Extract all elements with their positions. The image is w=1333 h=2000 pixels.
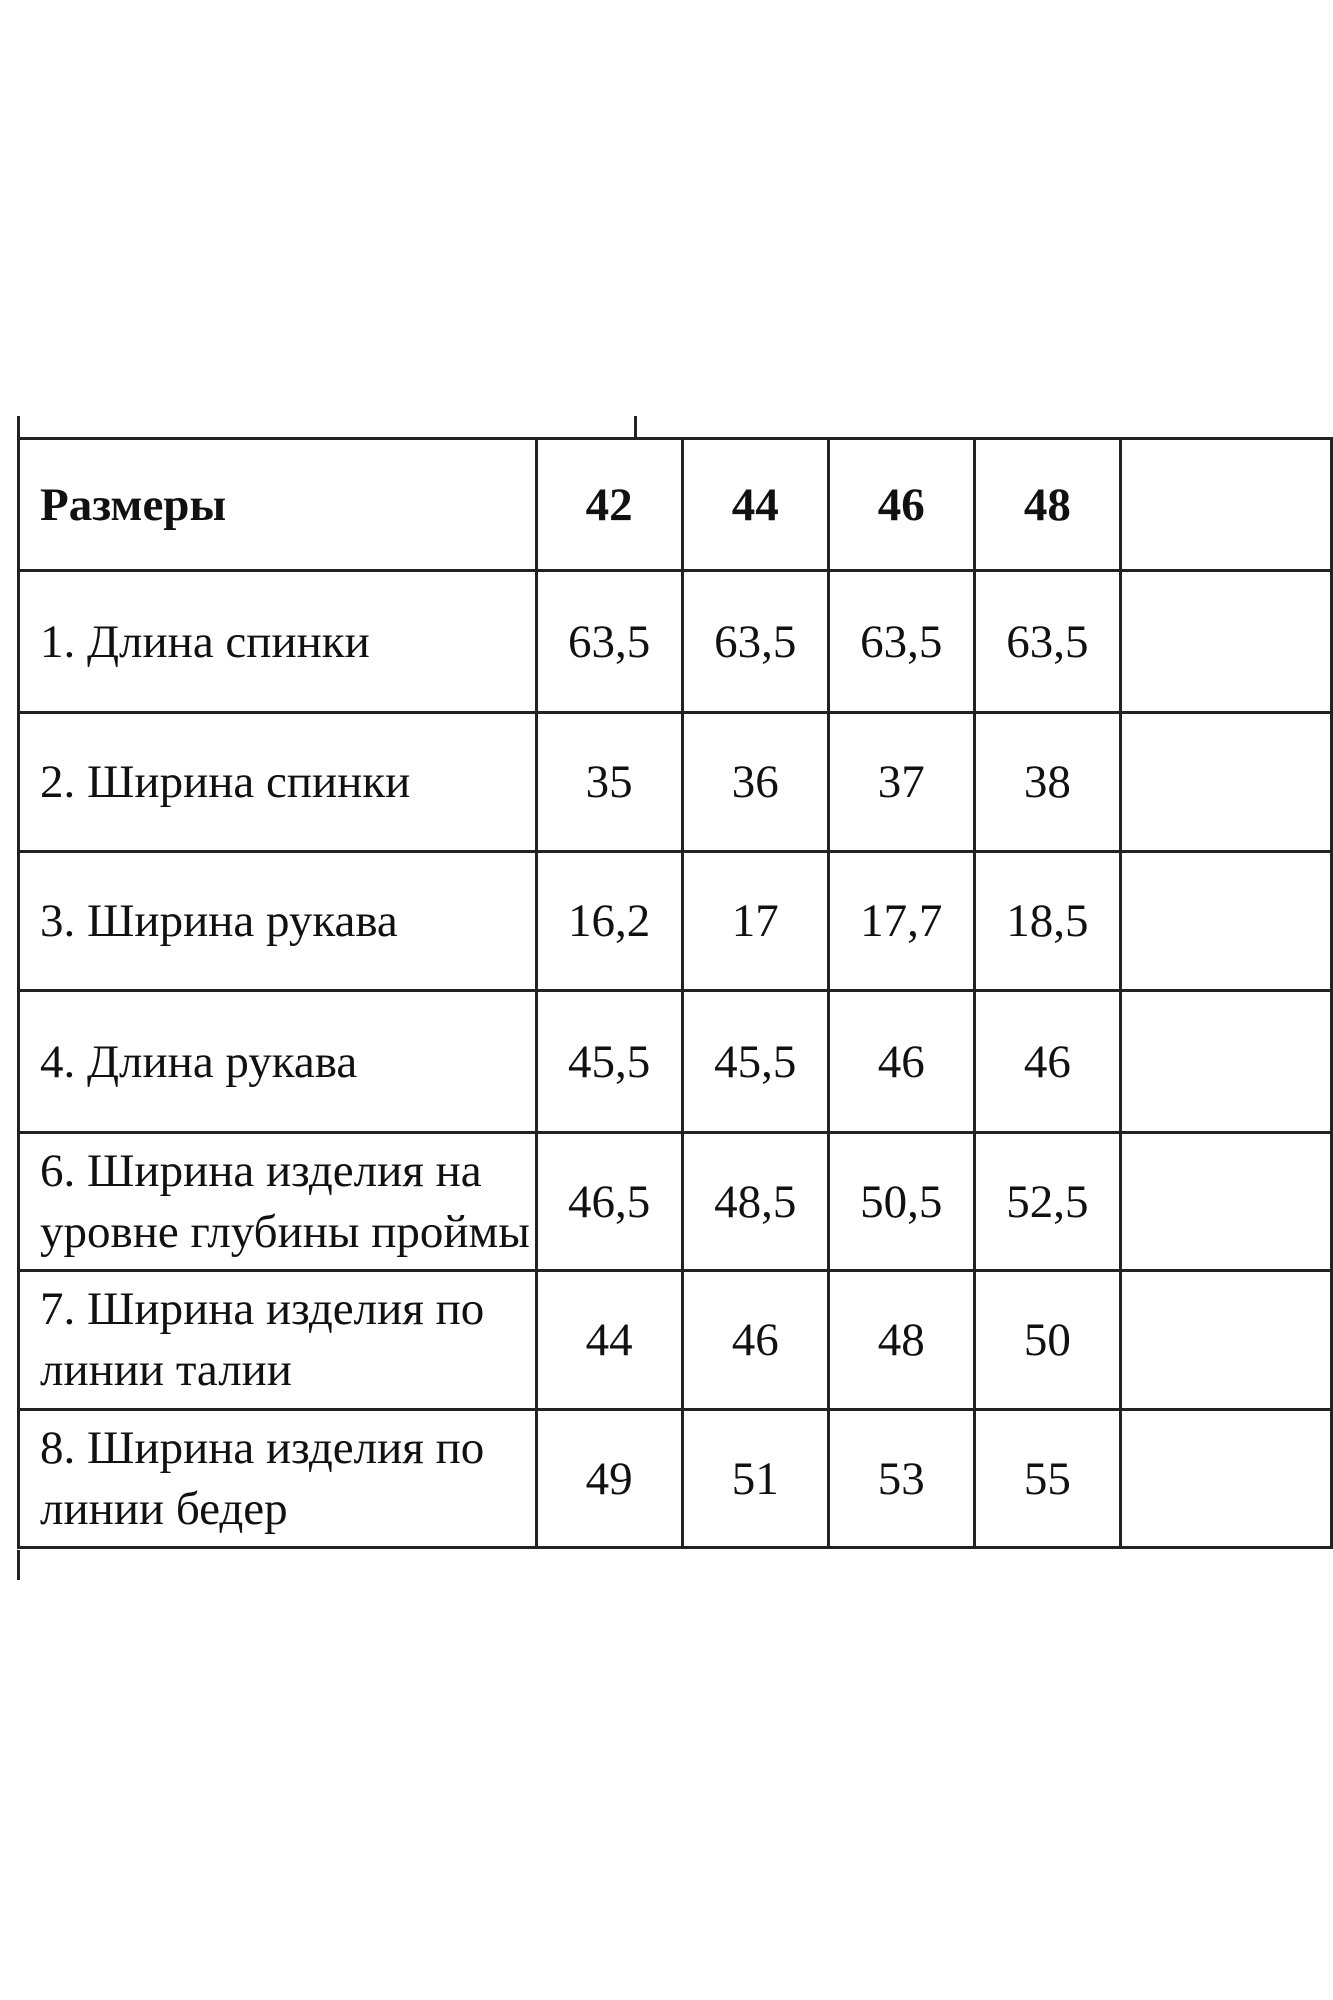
size-header-cell: 42 — [536, 439, 682, 571]
table-row — [19, 1133, 1332, 1271]
table-row — [19, 571, 1332, 713]
value-cell: 38 — [974, 713, 1120, 852]
value-cell: 53 — [828, 1410, 974, 1548]
value-cell — [1120, 1410, 1331, 1548]
value-cell: 49 — [536, 1410, 682, 1548]
value-cell — [1120, 852, 1331, 991]
row-label-cell: 1. Длина спинки — [19, 571, 537, 713]
value-cell: 37 — [828, 713, 974, 852]
value-cell: 46 — [682, 1271, 828, 1410]
size-header-cell — [1120, 439, 1331, 571]
value-cell: 52,5 — [974, 1133, 1120, 1271]
row-label-cell — [19, 1410, 537, 1548]
value-cell: 45,5 — [536, 991, 682, 1133]
size-table — [17, 437, 1333, 1549]
value-cell: 36 — [682, 713, 828, 852]
value-cell: 46 — [974, 991, 1120, 1133]
row-label-line: линии талии — [40, 1344, 292, 1396]
value-cell: 16,2 — [536, 852, 682, 991]
row-label-cell: 2. Ширина спинки — [19, 713, 537, 852]
value-cell: 50 — [974, 1271, 1120, 1410]
value-cell: 45,5 — [682, 991, 828, 1133]
value-cell — [1120, 1133, 1331, 1271]
row-label-cell: 4. Длина рукава — [19, 991, 537, 1133]
table-row — [19, 991, 1332, 1133]
header-label-cell: Размеры — [19, 439, 537, 571]
value-cell: 63,5 — [974, 571, 1120, 713]
row-label-line: линии бедер — [40, 1482, 288, 1535]
value-cell: 17,7 — [828, 852, 974, 991]
value-cell: 63,5 — [828, 571, 974, 713]
row-label-line: 6. Ширина изделия на — [40, 1144, 482, 1197]
value-cell: 44 — [536, 1271, 682, 1410]
row-label-line: уровне глубины проймы — [40, 1205, 530, 1258]
value-cell: 46 — [828, 991, 974, 1133]
size-header-cell: 46 — [828, 439, 974, 571]
table-row — [19, 1410, 1332, 1548]
row-label-cell — [19, 1271, 537, 1410]
value-cell: 63,5 — [536, 571, 682, 713]
row-label-line: 8. Ширина изделия по — [40, 1421, 485, 1474]
table-border-stub — [17, 1550, 20, 1580]
size-header-cell: 48 — [974, 439, 1120, 571]
value-cell — [1120, 713, 1331, 852]
value-cell: 18,5 — [974, 852, 1120, 991]
value-cell: 63,5 — [682, 571, 828, 713]
value-cell — [1120, 1271, 1331, 1410]
table-row — [19, 713, 1332, 852]
value-cell: 17 — [682, 852, 828, 991]
row-label-line: 7. Ширина изделия по — [40, 1283, 485, 1335]
row-label-cell — [19, 1133, 537, 1271]
table-border-stub — [17, 416, 20, 438]
table-header-row — [19, 439, 1332, 571]
value-cell: 35 — [536, 713, 682, 852]
value-cell: 55 — [974, 1410, 1120, 1548]
value-cell: 51 — [682, 1410, 828, 1548]
row-label-cell: 3. Ширина рукава — [19, 852, 537, 991]
table-row — [19, 1271, 1332, 1410]
table-row — [19, 852, 1332, 991]
value-cell: 46,5 — [536, 1133, 682, 1271]
value-cell — [1120, 991, 1331, 1133]
size-header-cell: 44 — [682, 439, 828, 571]
value-cell: 48,5 — [682, 1133, 828, 1271]
value-cell: 50,5 — [828, 1133, 974, 1271]
value-cell — [1120, 571, 1331, 713]
value-cell: 48 — [828, 1271, 974, 1410]
table-border-stub — [634, 416, 637, 438]
